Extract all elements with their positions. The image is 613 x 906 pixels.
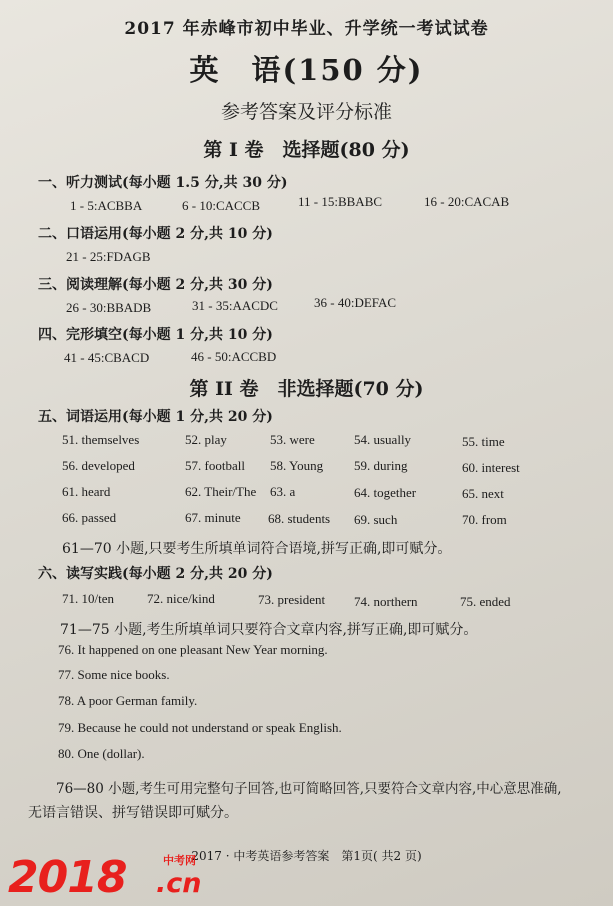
word-answer: 58. Young <box>270 458 324 473</box>
page-footer: 2017 · 中考英语参考答案 第1页( 共2 页) <box>191 849 422 863</box>
answer-key-subtitle: 参考答案及评分标准 <box>220 101 392 123</box>
watermark-domain: .cn <box>156 868 202 899</box>
short-answer: 78. A poor German family. <box>58 693 198 708</box>
word-answer: 63. a <box>270 484 296 499</box>
answer-group: 46 - 50:ACCBD <box>191 349 277 364</box>
word-answer: 53. were <box>270 432 315 447</box>
section-heading: 一、听力测试(每小题 1.5 分,共 30 分) <box>38 175 288 191</box>
watermark-site-name: 中考网 <box>163 854 196 867</box>
answer-group: 11 - 15:BBABC <box>298 194 383 209</box>
watermark-logo <box>0 846 240 906</box>
part1-title: 第 I 卷 选择题(80 分) <box>203 139 410 161</box>
word-answer: 52. play <box>185 432 227 447</box>
scoring-note: 无语言错误、拼写错误即可赋分。 <box>28 805 238 821</box>
short-answer: 77. Some nice books. <box>58 667 170 682</box>
subject-title: 英 语(150 分) <box>189 53 424 87</box>
short-answer: 76. It happened on one pleasant New Year morning. <box>58 642 328 657</box>
word-answer: 64. together <box>354 485 417 500</box>
word-answer: 75. ended <box>460 594 511 609</box>
word-answer: 66. passed <box>62 510 117 525</box>
short-answer: 80. One (dollar). <box>58 746 145 761</box>
section-heading: 三、阅读理解(每小题 2 分,共 30 分) <box>38 277 273 293</box>
part2-title: 第 II 卷 非选择题(70 分) <box>189 378 424 400</box>
word-answer: 56. developed <box>62 458 135 473</box>
answer-group: 1 - 5:ACBBA <box>70 198 143 213</box>
word-answer: 70. from <box>462 512 507 527</box>
section-heading: 四、完形填空(每小题 1 分,共 10 分) <box>38 327 273 343</box>
word-answer: 55. time <box>462 434 505 449</box>
word-answer: 71. 10/ten <box>62 591 114 606</box>
answer-group: 36 - 40:DEFAC <box>314 295 397 310</box>
section-heading: 五、词语运用(每小题 1 分,共 20 分) <box>38 409 273 425</box>
scoring-note: 76—80 小题,考生可用完整句子回答,也可简略回答,只要符合文章内容,中心意思准确, <box>56 781 562 797</box>
short-answer: 79. Because he could not understand or speak English. <box>58 720 342 735</box>
word-answer: 57. football <box>185 458 245 473</box>
watermark-number: 2018 <box>8 852 127 903</box>
word-answer: 74. northern <box>354 594 418 609</box>
word-answer: 60. interest <box>462 460 520 475</box>
word-answer: 62. Their/The <box>185 484 257 499</box>
word-answer: 51. themselves <box>62 432 140 447</box>
word-answer: 65. next <box>462 486 504 501</box>
word-answer: 69. such <box>354 512 398 527</box>
answer-group: 26 - 30:BBADB <box>66 300 152 315</box>
word-answer: 68. students <box>268 511 331 526</box>
answer-group: 16 - 20:CACAB <box>424 194 510 209</box>
answer-group: 6 - 10:CACCB <box>182 198 261 213</box>
word-answer: 61. heard <box>62 484 111 499</box>
answer-group: 21 - 25:FDAGB <box>66 249 151 264</box>
word-answer: 67. minute <box>185 510 241 525</box>
scoring-note: 61—70 小题,只要考生所填单词符合语境,拼写正确,即可赋分。 <box>62 541 452 557</box>
exam-title: 2017 年赤峰市初中毕业、升学统一考试试卷 <box>124 19 489 39</box>
word-answer: 72. nice/kind <box>147 591 215 606</box>
section-heading: 六、读写实践(每小题 2 分,共 20 分) <box>38 566 273 582</box>
section-heading: 二、口语运用(每小题 2 分,共 10 分) <box>38 226 273 242</box>
scoring-note: 71—75 小题,考生所填单词只要符合文章内容,拼写正确,即可赋分。 <box>60 622 478 638</box>
answer-group: 31 - 35:AACDC <box>192 298 278 313</box>
word-answer: 54. usually <box>354 432 412 447</box>
word-answer: 59. during <box>354 458 408 473</box>
word-answer: 73. president <box>258 592 326 607</box>
answer-group: 41 - 45:CBACD <box>64 350 150 365</box>
